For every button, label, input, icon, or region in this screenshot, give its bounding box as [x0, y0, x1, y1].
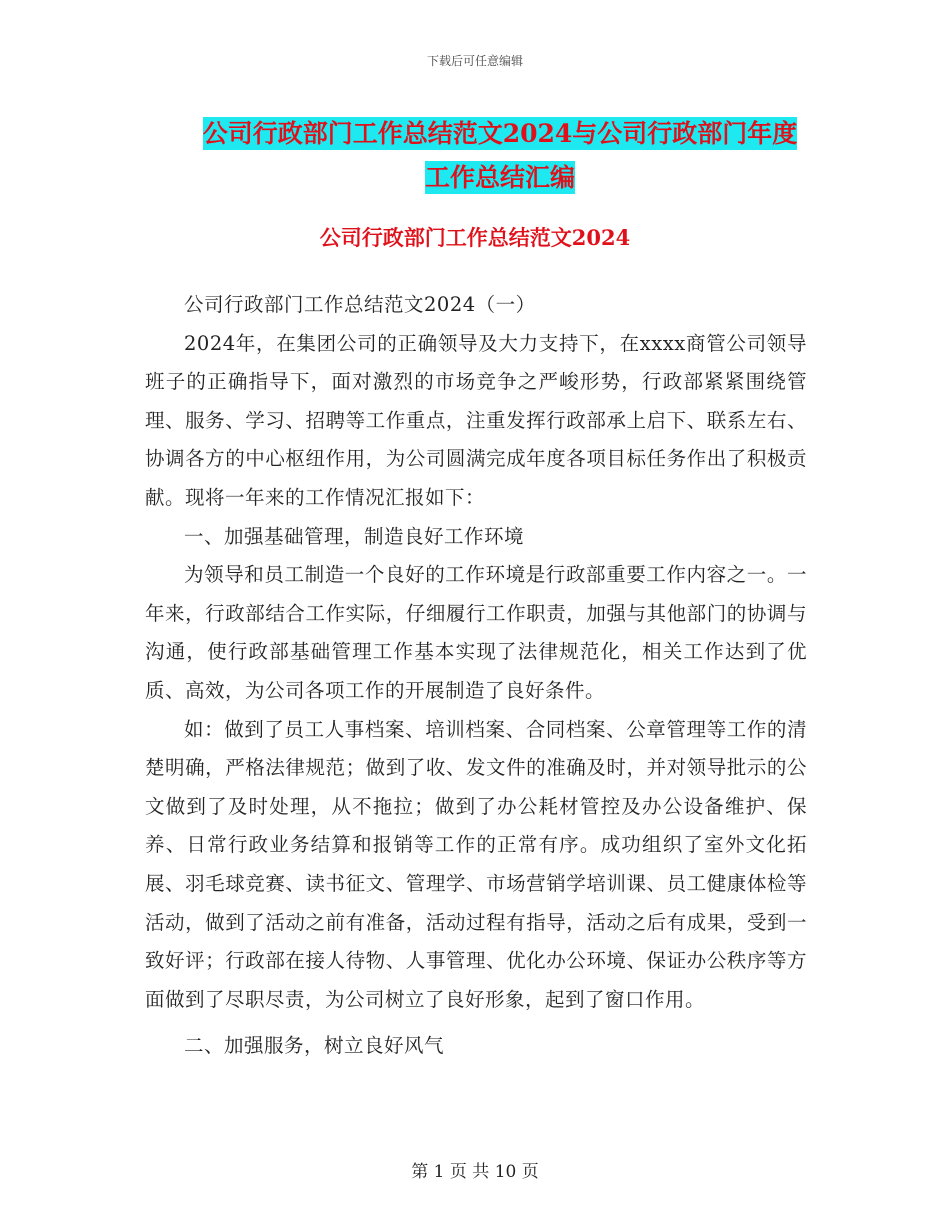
heading-basic-management: 一、加强基础管理，制造良好工作环境 — [184, 524, 525, 548]
paragraph-work-environment: 为领导和员工制造一个良好的工作环境是行政部重要工作内容之一。一年来，行政部结合工作实际，仔细履行工作职责，加强与其他部门的协调与沟通，使行政部基础管理工作基本实现了法律规范化，相关工作达到了优质、高效，为公司各项工作的开展制造了良好条件。 — [145, 563, 807, 702]
page-number: 第 1 页 共 10 页 — [411, 1162, 539, 1182]
section-title: 公司行政部门工作总结范文2024 — [319, 225, 631, 250]
document-title — [140, 112, 860, 200]
document-body — [145, 286, 807, 1066]
document-title-line1: 公司行政部门工作总结范文2024与公司行政部门年度 — [202, 119, 798, 148]
paragraph-intro: 2024年，在集团公司的正确领导及大力支持下，在xxxx商管公司领导班子的正确指导下，面对激烈的市场竞争之严峻形势，行政部紧紧围绕管理、服务、学习、招聘等工作重点，注重发挥行政部承上启下、联系左右、协调各方的中心枢纽作用，为公司圆满完成年度各项目标任务作出了积极贡献。现将一年来的工作情况汇报如下： — [145, 331, 807, 509]
document-title-line2: 工作总结汇编 — [424, 163, 575, 192]
heading-service: 二、加强服务，树立良好风气 — [184, 1034, 445, 1058]
paragraph-examples: 如：做到了员工人事档案、培训档案、合同档案、公章管理等工作的清楚明确，严格法律规范；做到了收、发文件的准确及时，并对领导批示的公文做到了及时处理，从不拖拉；做到了办公耗材管控及办公设备维护、保养、日常行政业务结算和报销等工作的正常有序。成功组织了室外文化拓展、羽毛球竞赛、读书征文、管理学、市场营销学培训课、员工健康体检等活动，做到了活动之前有准备，活动过程有指导，活动之后有成果，受到一致好评；行政部在接人待物、人事管理、优化办公环境、保证办公秩序等方面做到了尽职尽责，为公司树立了良好形象，起到了窗口作用。 — [145, 717, 807, 1011]
header-note: 下载后可任意编辑 — [426, 54, 523, 68]
paragraph-subtitle: 公司行政部门工作总结范文2024（一） — [184, 293, 536, 316]
